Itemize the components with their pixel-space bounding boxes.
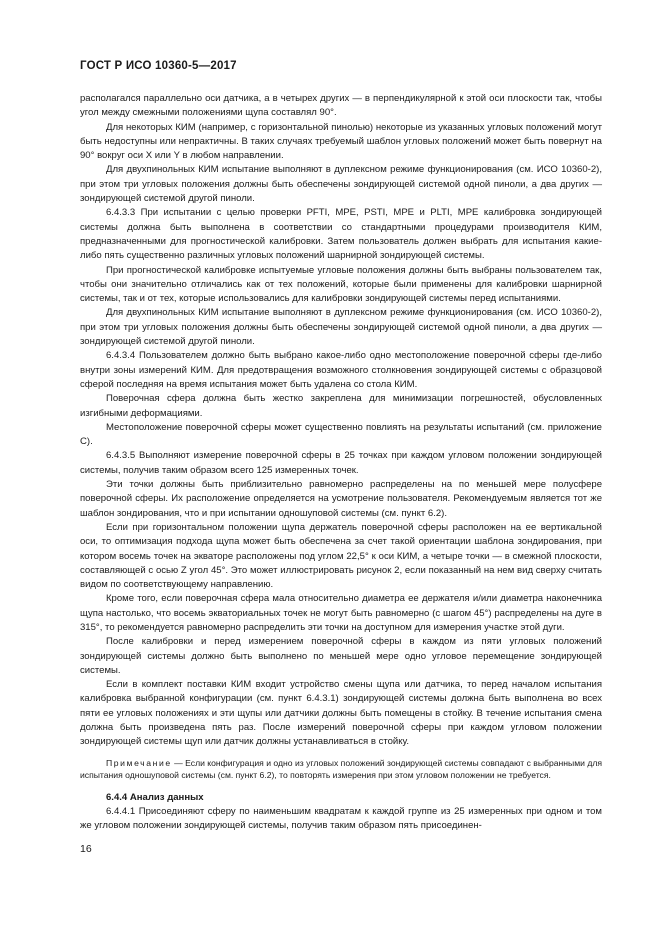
paragraph: После калибровки и перед измерением поверочной сферы в каждом из пяти угловых положений зондирующей системы должно быть выполнено по меньшей мере одно угловое перемещение зондирующей системы. (80, 636, 602, 676)
paragraph: Эти точки должны быть приблизительно равномерно распределены на по меньшей мере полусфере поверочной сферы. Их расположение определяется на усмотрение пользователя. Рекомендуемым является тот же шаблон зондирования, что и при испытании одношуповой системы (см. пункт 6.2). (80, 479, 602, 519)
page-body (80, 92, 602, 834)
note-text: — Если конфигурация и одно из угловых положений зондирующей системы совпадают с выбранными для испытания одношуповой системы (см. пункт 6.2), то повторять измерения при этом угловом положении не требуется. (80, 757, 602, 781)
paragraph-6-4-4-1: 6.4.4.1 Присоединяют сферу по наименьшим квадратам к каждой группе из 25 измеренных при одном и том же угловом положении зондирующей системы, получив таким образом пять присоединен- (80, 806, 602, 832)
paragraph-6-4-3-3: 6.4.3.3 При испытании с целью проверки PFTI, MPE, PSTI, MPE и PLTI, MPE калибровка зондирующей системы должна быть выполнена в соответствии со стандартными процедурами производителя КИМ, предназначенными для прогностической калибровки. Затем пользователь должен выбрать для испытания какие-либо пять существенно различных угловых положений шарнирной зондирующей системы. (80, 207, 602, 262)
section-heading: 6.4.4 Анализ данных (106, 791, 204, 803)
paragraph: Для двухпинольных КИМ испытание выполняют в дуплексном режиме функционирования (см. ИСО 10360-2), при этом три угловых положения должны быть обеспечены зондирующей системой одной пиноли, а два других — зондирующей системой другой пиноли. (80, 307, 602, 348)
paragraph: Если при горизонтальном положении щупа держатель поверочной сферы расположен на ее вертикальной оси, то оптимизация подхода щупа может быть обеспечена за счет такой ориентации шаблона зондирования, при котором восемь точек на экваторе расположены под углом 22,5° к оси КИМ, а четыре точки — в смежной плоскости, составляющей с осью Z угол 45°. Это может иллюстрировать рисунок 2, если показанный на нем вид сверху считать видом по соответствующему направлению. (80, 521, 602, 591)
note (80, 757, 602, 782)
paragraph-6-4-3-5: 6.4.3.5 Выполняют измерение поверочной сферы в 25 точках при каждом угловом положении зондирующей системы, получив таким образом всего 125 измеренных точек. (80, 450, 602, 476)
paragraph: Кроме того, если поверочная сфера мала относительно диаметра ее держателя и/или диаметра наконечника щупа настолько, что восемь экваториальных точек не могут быть равномерно (с шагом 45°) распределены на дуге в 315°, то рекомендуется равномерно распределить эти точки на доступном для измерения участке этой дуги. (80, 593, 602, 633)
paragraph: Местоположение поверочной сферы может существенно повлиять на результаты испытаний (см. приложение С). (80, 421, 602, 448)
paragraph-continuation: располагался параллельно оси датчика, а в четырех других — в перпендикулярной к этой оси плоскости так, чтобы угол между смежными положениями щупа составлял 90°. (80, 93, 602, 119)
document-header: ГОСТ Р ИСО 10360-5—2017 (80, 60, 237, 72)
note-label: Примечание (106, 757, 172, 768)
page-number: 16 (80, 843, 92, 855)
paragraph: Для двухпинольных КИМ испытание выполняют в дуплексном режиме функционирования (см. ИСО 10360-2), при этом три угловых положения должны быть обеспечены зондирующей системой одной пиноли, а два других — зондирующей системой другой пиноли. (80, 164, 602, 205)
paragraph: При прогностической калибровке испытуемые угловые положения должны быть выбраны пользователем так, чтобы они значительно отличались как от тех положений, которые были применены для калибровки шарнирной системы, так и от тех, которые использовались для калибровки зондирующей системы перед испытаниями. (80, 264, 602, 305)
paragraph: Если в комплект поставки КИМ входит устройство смены щупа или датчика, то перед началом испытания калибровка выбранной конфигурации (см. пункт 6.4.3.1) зондирующей системы должна быть выполнена во всех пяти ее угловых положениях и эти щупы или датчики должны быть помещены в стойку. В течение испытания смена должна быть произведена пять раз. После измерений поверочной сферы при каждом угловом положении зондирующей системы щуп или датчик должны устанавливаться в стойку. (80, 679, 602, 748)
paragraph: Поверочная сфера должна быть жестко закреплена для минимизации погрешностей, обусловленных изгибными деформациями. (80, 393, 602, 419)
paragraph-6-4-3-4: 6.4.3.4 Пользователем должно быть выбрано какое-либо одно местоположение поверочной сферы где-либо внутри зоны измерений КИМ. Для предотвращения возможного столкновения зондирующей системы с образцовой сферой последняя на время испытания может быть удалена со стола КИМ. (80, 350, 602, 390)
paragraph: Для некоторых КИМ (например, с горизонтальной пинолью) некоторые из указанных угловых положений могут быть недоступны или непрактичны. В таких случаях требуемый шаблон угловых положений может быть повернут на 90° вокруг оси X или Y в любом направлении. (80, 121, 602, 162)
